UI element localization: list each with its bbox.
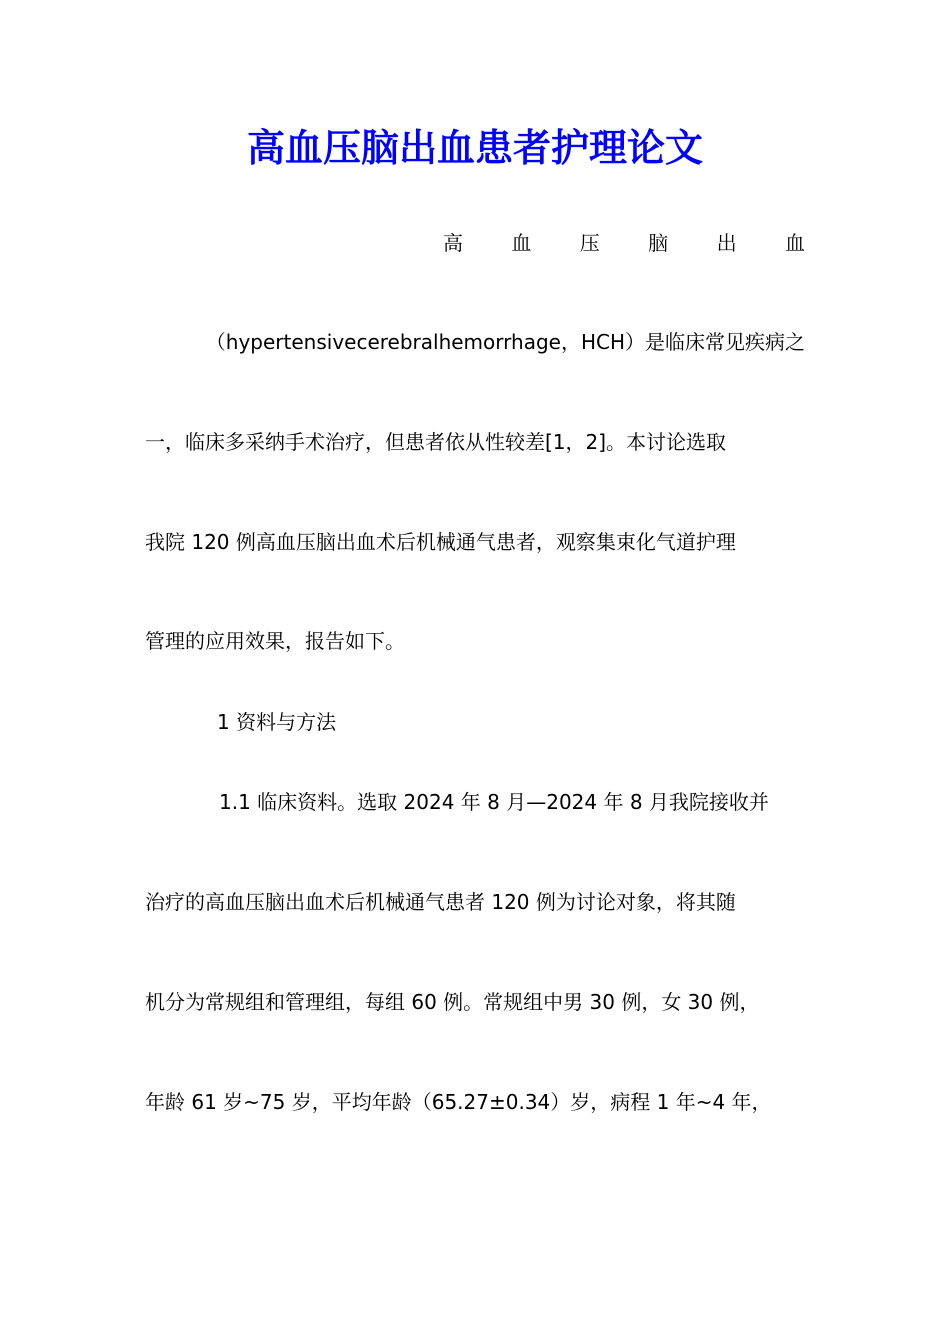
intro-char: 血 (511, 231, 532, 255)
paragraph-line-text: （hypertensivecerebralhemorrhage，HCH）是临床常见疾病之 (205, 330, 805, 354)
document-title: 高血压脑出血患者护理论文 (246, 125, 703, 170)
paragraph-line: 我院 120 例高血压脑出血术后机械通气患者，观察集束化气道护理 (145, 530, 736, 554)
intro-spaced-heading (443, 228, 805, 258)
intro-char: 脑 (648, 231, 669, 255)
paragraph-line (145, 327, 805, 357)
section-heading: 1 资料与方法 (217, 710, 337, 734)
intro-char: 出 (716, 231, 737, 255)
subsection-line: 年龄 61 岁~75 岁，平均年龄（65.27±0.34）岁，病程 1 年~4 年， (145, 1090, 772, 1114)
subsection-line: 1.1 临床资料。选取 2024 年 8 月—2024 年 8 月我院接收并 (219, 790, 769, 814)
paragraph-line: 管理的应用效果，报告如下。 (145, 629, 405, 653)
subsection-line: 治疗的高血压脑出血术后机械通气患者 120 例为讨论对象，将其随 (145, 890, 736, 914)
intro-char: 血 (784, 231, 805, 255)
paragraph-line: 一，临床多采纳手术治疗，但患者依从性较差[1，2]。本讨论选取 (145, 430, 727, 454)
intro-char: 压 (579, 231, 600, 255)
intro-char: 高 (443, 231, 463, 255)
subsection-line: 机分为常规组和管理组，每组 60 例。常规组中男 30 例，女 30 例， (145, 990, 760, 1014)
